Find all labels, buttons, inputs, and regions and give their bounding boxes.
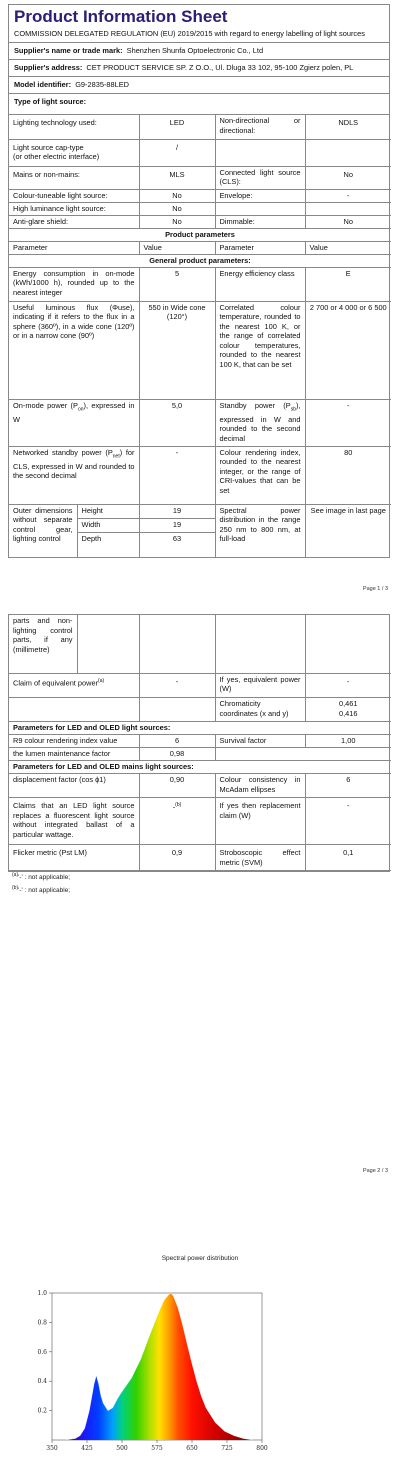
high-luminance-value: No	[139, 202, 215, 215]
anti-glare-value: No	[139, 215, 215, 228]
table-row	[9, 166, 391, 189]
table-row	[9, 674, 391, 698]
luminous-flux-label: Useful luminous flux (Φuse), indicating if it refers to the flux in a sphere (360º), in a wide cone (120º) or in a narrow cone (90º)	[9, 301, 139, 399]
spectrum-area	[66, 1293, 253, 1440]
standby-label-part: Standby power (P	[219, 400, 291, 410]
colour-consistency-value: 6	[305, 774, 391, 798]
y-tick-label: 0.4	[37, 1378, 47, 1386]
efficiency-class-value: E	[305, 267, 391, 301]
footnote-b	[12, 885, 70, 894]
chromaticity-label: Chromaticity coordinates (x and y)	[215, 698, 305, 722]
anti-glare-label: Anti-glare shield:	[9, 215, 139, 228]
cct-value: 2 700 or 4 000 or 6 500	[305, 301, 391, 399]
table-row	[9, 228, 391, 241]
x-tick-label: 725	[221, 1445, 233, 1452]
footnote-a-text: '-' : not applicable;	[18, 874, 71, 882]
non-directional-value: NDLS	[305, 115, 391, 139]
outer-dimensions-label: Outer dimensions without separate control gear, lighting control	[9, 505, 77, 557]
cap-type-label-line1: Light source cap-type	[13, 142, 84, 152]
r9-value: 6	[139, 735, 215, 748]
lumen-maintenance-label: the lumen maintenance factor	[9, 748, 139, 761]
general-params-heading: General product parameters:	[9, 254, 391, 267]
y-tick-label: 0.8	[37, 1319, 47, 1327]
table-header-row	[9, 241, 391, 254]
spd-label: Spectral power distribution in the range 250 nm to 800 nm, at full-load	[215, 505, 305, 557]
product-params-heading: Product parameters	[9, 228, 391, 241]
table-row	[9, 774, 391, 798]
cap-type-label	[9, 139, 139, 166]
energy-consumption-value: 5	[139, 267, 215, 301]
light-source-table	[9, 115, 391, 505]
spd-value: See image in last page	[305, 505, 391, 557]
table-row	[9, 505, 391, 519]
footnote-b-text: '-' : not applicable;	[18, 887, 71, 895]
replacement-claim-label: If yes then replacement claim (W)	[215, 798, 305, 845]
fluorescent-replacement-claim-label: Claims that an LED light source replaces a fluorescent light source without integrated ballast of a particular wattage.	[9, 798, 139, 845]
regulation-text: COMMISSION DELEGATED REGULATION (EU) 2019/2015 with regard to energy labelling of light sources	[14, 29, 365, 38]
x-tick-label: 800	[256, 1445, 268, 1452]
onmode-label-sub: on	[77, 405, 84, 412]
equivalent-power-label: If yes, equivalent power (W)	[215, 674, 305, 698]
model-row	[9, 77, 389, 94]
chromaticity-x: 0,461	[339, 699, 358, 708]
empty-cell	[77, 615, 139, 673]
lumen-maintenance-value: 0,98	[139, 748, 215, 761]
col-header-parameter: Parameter	[9, 241, 139, 254]
empty-cell	[305, 615, 391, 673]
networked-standby-label	[9, 446, 139, 504]
table-row	[9, 399, 391, 446]
networked-label-sub: net	[112, 452, 120, 459]
empty-cell	[139, 698, 215, 722]
mains-params-heading: Parameters for LED and OLED mains light sources:	[9, 761, 391, 774]
width-value: 19	[139, 519, 215, 533]
x-tick-label: 575	[151, 1445, 163, 1452]
networked-standby-value: -	[139, 446, 215, 504]
mains-value: MLS	[139, 166, 215, 189]
type-label: Type of light source:	[14, 97, 87, 106]
stroboscopic-metric-value: 0,1	[305, 845, 391, 871]
mains-label: Mains or non-mains:	[9, 166, 139, 189]
table-row	[9, 215, 391, 228]
model-value: G9-2835-88LED	[75, 80, 130, 89]
table-row	[9, 798, 391, 845]
colour-consistency-label: Colour consistency in McAdam ellipses	[215, 774, 305, 798]
cct-label: Correlated colour temperature, rounded to the nearest 100 K, or the range of correlated colour temperatures, rounded to the nearest 100 K, that can be set	[215, 301, 305, 399]
height-label: Height	[77, 505, 139, 519]
width-label: Width	[77, 519, 139, 533]
lighting-tech-label: Lighting technology used:	[9, 115, 139, 139]
supplier-address-label: Supplier's address:	[14, 63, 83, 72]
x-tick-label: 425	[81, 1445, 93, 1452]
cap-type-value: /	[139, 139, 215, 166]
y-tick-label: 1.0	[37, 1290, 47, 1297]
y-tick-label: 0.6	[37, 1348, 47, 1356]
table-row	[9, 267, 391, 301]
displacement-factor-value: 0,90	[139, 774, 215, 798]
onmode-label-part: On-mode power (P	[13, 400, 78, 410]
page-title: Product Information Sheet	[14, 7, 228, 26]
y-tick-label: 0.2	[37, 1407, 47, 1415]
supplier-address-row	[9, 60, 389, 77]
claims-value-text: -	[172, 802, 176, 812]
empty-cell	[215, 748, 391, 761]
table-row	[9, 254, 391, 267]
x-tick-label: 350	[46, 1445, 58, 1452]
cri-label: Colour rendering index, rounded to the nearest integer, or the range of CRI-values that can be set	[215, 446, 305, 504]
non-directional-label: Non-directional or directional:	[215, 115, 305, 139]
fluorescent-replacement-claim-value	[139, 798, 215, 845]
spectral-power-chart	[0, 1265, 400, 1465]
table-row	[9, 202, 391, 215]
x-tick-label: 500	[116, 1445, 128, 1452]
page-number: Page 2 / 3	[362, 1168, 388, 1174]
empty-cell	[305, 139, 391, 166]
equiv-label-sup: (a)	[98, 677, 105, 684]
onmode-power-value: 5,0	[139, 399, 215, 446]
standby-power-value: -	[305, 399, 391, 446]
energy-consumption-label: Energy consumption in on-mode (kWh/1000 h), rounded up to the nearest integer	[9, 267, 139, 301]
depth-value: 63	[139, 533, 215, 557]
networked-label-part: Networked standby power (P	[13, 447, 113, 457]
led-params-heading: Parameters for LED and OLED light sources:	[9, 722, 391, 735]
empty-cell	[305, 202, 391, 215]
replacement-claim-value: -	[305, 798, 391, 845]
page-2	[0, 610, 400, 1174]
onmode-label-part: ), expressed in W	[13, 400, 135, 424]
table-row	[9, 845, 391, 871]
luminous-flux-value: 550 in Wide cone (120°)	[139, 301, 215, 399]
col-header-value: Value	[305, 241, 391, 254]
supplier-name-label: Supplier's name or trade mark:	[14, 46, 123, 55]
equivalent-power-claim-label	[9, 674, 139, 698]
dimmable-value: No	[305, 215, 391, 228]
type-row	[9, 94, 389, 115]
envelope-value: -	[305, 189, 391, 202]
col-header-value: Value	[139, 241, 215, 254]
networked-label-part: ) for CLS, expressed in W and rounded to the second decimal	[13, 447, 135, 481]
footnote-a-sup: (a)	[12, 872, 19, 878]
high-luminance-label: High luminance light source:	[9, 202, 139, 215]
connected-value: No	[305, 166, 391, 189]
equivalent-power-claim-value: -	[139, 674, 215, 698]
survival-factor-value: 1,00	[305, 735, 391, 748]
empty-cell	[215, 202, 305, 215]
info-sheet-page-1	[8, 4, 390, 558]
page-3	[0, 1255, 400, 1473]
standby-label-part: ), expressed in W and rounded to the second decimal	[219, 400, 301, 443]
dimmable-label: Dimmable:	[215, 215, 305, 228]
onmode-power-label	[9, 399, 139, 446]
lighting-tech-value: LED	[139, 115, 215, 139]
empty-cell	[215, 615, 305, 673]
page-number: Page 1 / 3	[362, 586, 388, 592]
standby-label-sub: sb	[290, 405, 296, 412]
connected-label: Connected light source (CLS):	[215, 166, 305, 189]
empty-cell	[9, 698, 139, 722]
standby-power-label	[215, 399, 305, 446]
empty-cell	[215, 139, 305, 166]
footnote-b-sup: (b)	[12, 885, 19, 891]
supplier-address-value: CET PRODUCT SERVICE SP. Z O.O., Ul. Dluga 33 102, 95-100 Zgierz polen, PL	[86, 63, 354, 72]
chart-title: Spectral power distribution	[161, 1255, 239, 1262]
chromaticity-y: 0,416	[339, 708, 358, 718]
flicker-metric-value: 0,9	[139, 845, 215, 871]
col-header-parameter: Parameter	[215, 241, 305, 254]
page-1	[0, 0, 400, 598]
table-row	[9, 139, 391, 166]
parameters-table	[9, 674, 391, 872]
table-row	[9, 761, 391, 774]
footnote-a	[12, 872, 70, 881]
flicker-metric-label: Flicker metric (Pst LM)	[9, 845, 139, 871]
equiv-label-text: Claim of equivalent power	[13, 677, 99, 687]
dimensions-table	[9, 505, 391, 557]
model-label: Model identifier:	[14, 80, 72, 89]
cri-value: 80	[305, 446, 391, 504]
envelope-label: Envelope:	[215, 189, 305, 202]
table-row	[9, 748, 391, 761]
x-tick-label: 650	[186, 1445, 198, 1452]
table-row	[9, 301, 391, 399]
survival-factor-label: Survival factor	[215, 735, 305, 748]
efficiency-class-label: Energy efficiency class	[215, 267, 305, 301]
table-row	[9, 615, 391, 673]
title-block	[9, 5, 389, 43]
table-row	[9, 698, 391, 722]
colour-tuneable-label: Colour-tuneable light source:	[9, 189, 139, 202]
table-row	[9, 722, 391, 735]
stroboscopic-metric-label: Stroboscopic effect metric (SVM)	[215, 845, 305, 871]
equivalent-power-value: -	[305, 674, 391, 698]
table-row	[9, 446, 391, 504]
continuation-table	[9, 615, 391, 674]
table-row	[9, 115, 391, 139]
depth-label: Depth	[77, 533, 139, 557]
supplier-name-value: Shenzhen Shunfa Optoelectronic Co., Ltd	[126, 46, 264, 55]
cap-type-label-line2: (or other electric interface)	[13, 152, 100, 162]
height-value: 19	[139, 505, 215, 519]
info-sheet-page-2	[8, 614, 390, 872]
colour-tuneable-value: No	[139, 189, 215, 202]
chromaticity-value	[305, 698, 391, 722]
table-row	[9, 189, 391, 202]
empty-cell	[139, 615, 215, 673]
table-row	[9, 735, 391, 748]
claims-value-sup: (b)	[175, 802, 182, 808]
outer-dimensions-continued: parts and non-lighting control parts, if any (millimetre)	[9, 615, 77, 673]
r9-label: R9 colour rendering index value	[9, 735, 139, 748]
displacement-factor-label: displacement factor (cos ϕ1)	[9, 774, 139, 798]
supplier-name-row	[9, 43, 389, 60]
